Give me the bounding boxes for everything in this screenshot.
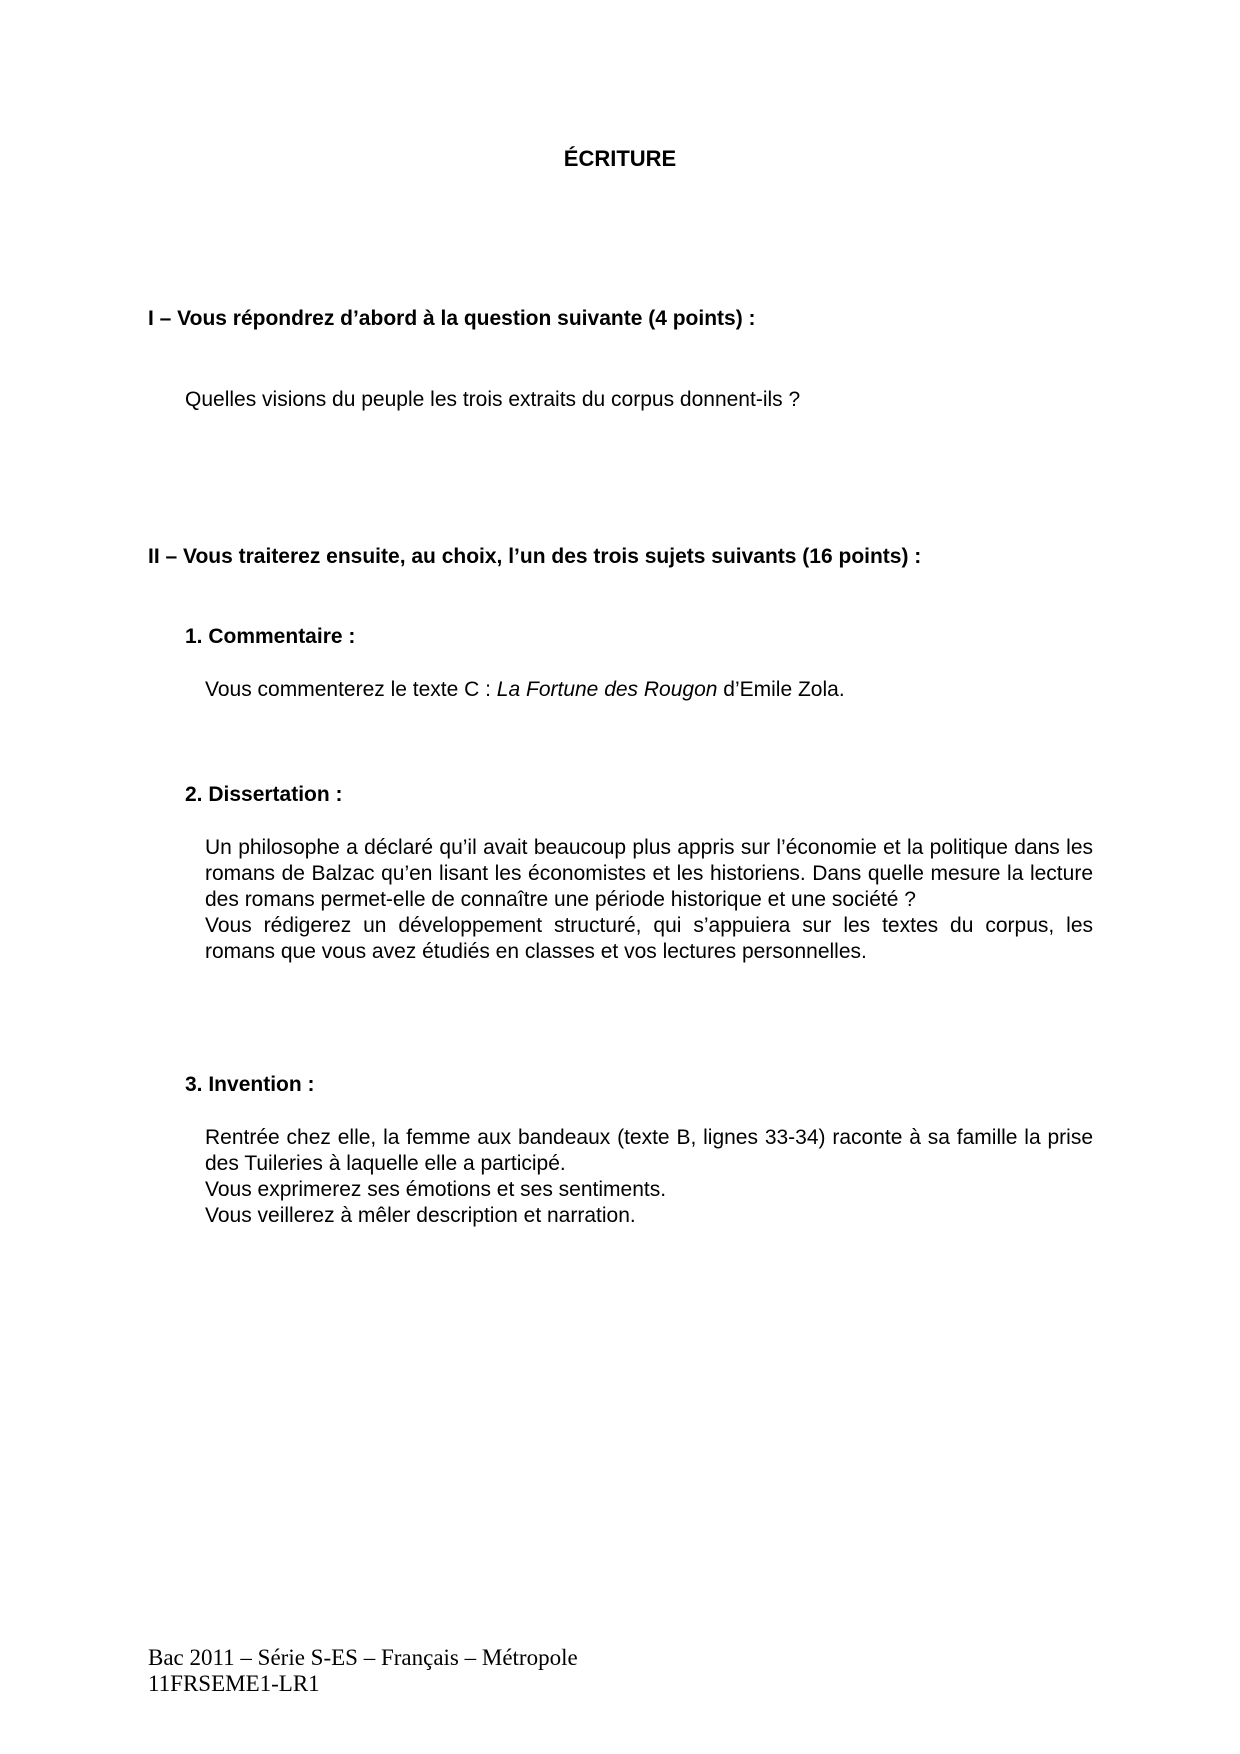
subject1-text-after: d’Emile Zola. [717,678,845,701]
footer-line-1: Bac 2011 – Série S-ES – Français – Métropole [148,1645,578,1670]
part1-heading: I – Vous répondrez d’abord à la question suivante (4 points) : [148,307,756,330]
subject1-text-before: Vous commenterez le texte C : [205,678,497,701]
part2-heading: II – Vous traiterez ensuite, au choix, l’un des trois sujets suivants (16 points) : [148,545,922,568]
subject2-body [205,835,1093,965]
footer-line-2: 11FRSEME1-LR1 [148,1671,320,1696]
page-footer [148,1645,578,1697]
subject3-paragraph-1: Rentrée chez elle, la femme aux bandeaux (texte B, lignes 33-34) raconte à sa famille la prise des Tuileries à laquelle elle a participé. [205,1126,1093,1175]
work-title: La Fortune des Rougon [496,678,718,701]
subject1-title: 1. Commentaire : [185,625,356,648]
subject2-paragraph-1: Un philosophe a déclaré qu’il avait beaucoup plus appris sur l’économie et la politique dans les romans de Balzac qu’en lisant les économistes et les historiens. Dans quelle mesure la lecture des romans permet-elle de connaître une période historique et une société ? [205,836,1093,911]
subject3-line-3: Vous veillerez à mêler description et narration. [205,1204,636,1227]
subject1-text [205,677,845,703]
page-title: ÉCRITURE [563,146,677,171]
subject3-title: 3. Invention : [185,1073,315,1096]
subject2-paragraph-2: Vous rédigerez un développement structuré, qui s’appuiera sur les textes du corpus, les romans que vous avez étudiés en classes et vos lectures personnelles. [205,914,1093,963]
subject2-title: 2. Dissertation : [185,783,343,806]
subject3-line-2: Vous exprimerez ses émotions et ses sentiments. [205,1178,667,1201]
part1-question: Quelles visions du peuple les trois extraits du corpus donnent-ils ? [185,388,801,411]
subject3-body [205,1125,1093,1229]
